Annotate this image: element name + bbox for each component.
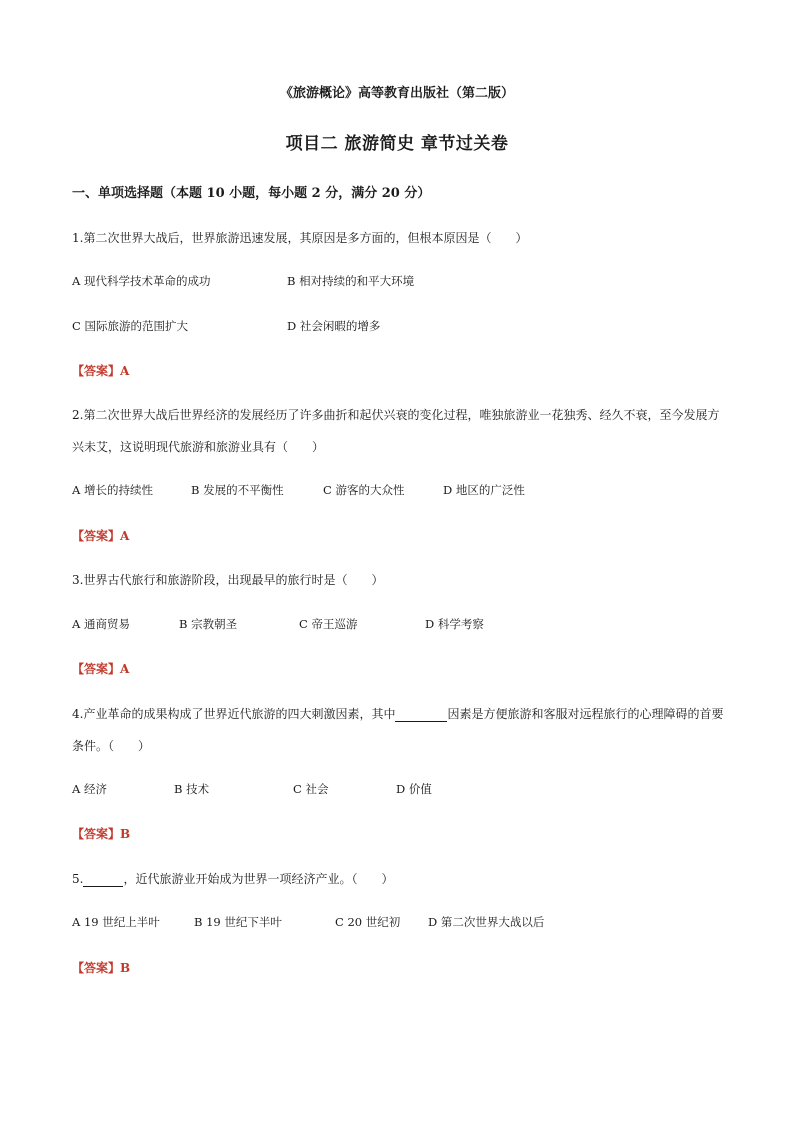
question-1-option-a: A 现代科学技术革命的成功 [72,274,211,288]
question-4-text-after: 因素是方便旅游和客服对远程旅行的心理障碍的首要 [447,707,724,721]
question-5-option-a: A 19 世纪上半叶 [72,915,160,929]
question-2-option-c: C 游客的大众性 [323,483,405,497]
question-1-option-d: D 社会闲暇的增多 [287,319,381,333]
question-5-text [72,870,393,887]
question-1-option-b: B 相对持续的和平大环境 [287,274,415,288]
question-2-option-d: D 地区的广泛性 [443,483,525,497]
question-4-text-line2: 条件。（ ） [72,739,151,753]
question-1-answer: 【答案】A [72,364,130,378]
question-1-text: 1.第二次世界大战后，世界旅游迅速发展，其原因是多方面的，但根本原因是（ ） [72,231,528,245]
question-3-option-d: D 科学考察 [425,617,484,631]
question-1-option-c: C 国际旅游的范围扩大 [72,319,188,333]
question-4-text-before: 4.产业革命的成果构成了世界近代旅游的四大刺激因素，其中 [72,707,396,721]
question-4-option-b: B 技术 [174,782,210,796]
question-5-blank [83,872,123,887]
book-subtitle: 《旅游概论》高等教育出版社（第二版） [279,86,514,101]
question-4-blank [395,707,447,722]
question-5-option-b: B 19 世纪下半叶 [194,915,282,929]
page-title: 项目二 旅游简史 章节过关卷 [285,134,509,154]
question-5-option-c: C 20 世纪初 [335,915,401,929]
question-5-text-after: ，近代旅游业开始成为世界一项经济产业。（ ） [123,872,394,886]
question-3-option-b: B 宗教朝圣 [179,617,238,631]
question-4-answer: 【答案】B [72,827,131,841]
question-2-answer: 【答案】A [72,529,130,543]
question-4-option-d: D 价值 [396,782,432,796]
question-3-option-c: C 帝王巡游 [299,617,358,631]
question-5-text-before: 5. [72,872,84,886]
question-4-option-a: A 经济 [72,782,107,796]
section-heading: 一、单项选择题（本题 10 小题，每小题 2 分，满分 20 分） [72,186,431,201]
question-3-answer: 【答案】A [72,662,130,676]
question-4-option-c: C 社会 [293,782,329,796]
question-2-text-line2: 兴未艾，这说明现代旅游和旅游业具有（ ） [72,440,325,454]
question-3-text: 3.世界古代旅行和旅游阶段，出现最早的旅行时是（ ） [72,573,384,587]
question-5-option-d: D 第二次世界大战以后 [428,915,545,929]
question-2-option-a: A 增长的持续性 [72,483,153,497]
question-5-answer: 【答案】B [72,961,131,975]
question-3-option-a: A 通商贸易 [72,617,130,631]
question-4-text-line1 [72,705,723,722]
question-2-option-b: B 发展的不平衡性 [191,483,284,497]
question-2-text-line1: 2.第二次世界大战后世界经济的发展经历了许多曲折和起伏兴衰的变化过程，唯独旅游业一花独秀、经久不衰，至今发展方 [72,408,720,422]
